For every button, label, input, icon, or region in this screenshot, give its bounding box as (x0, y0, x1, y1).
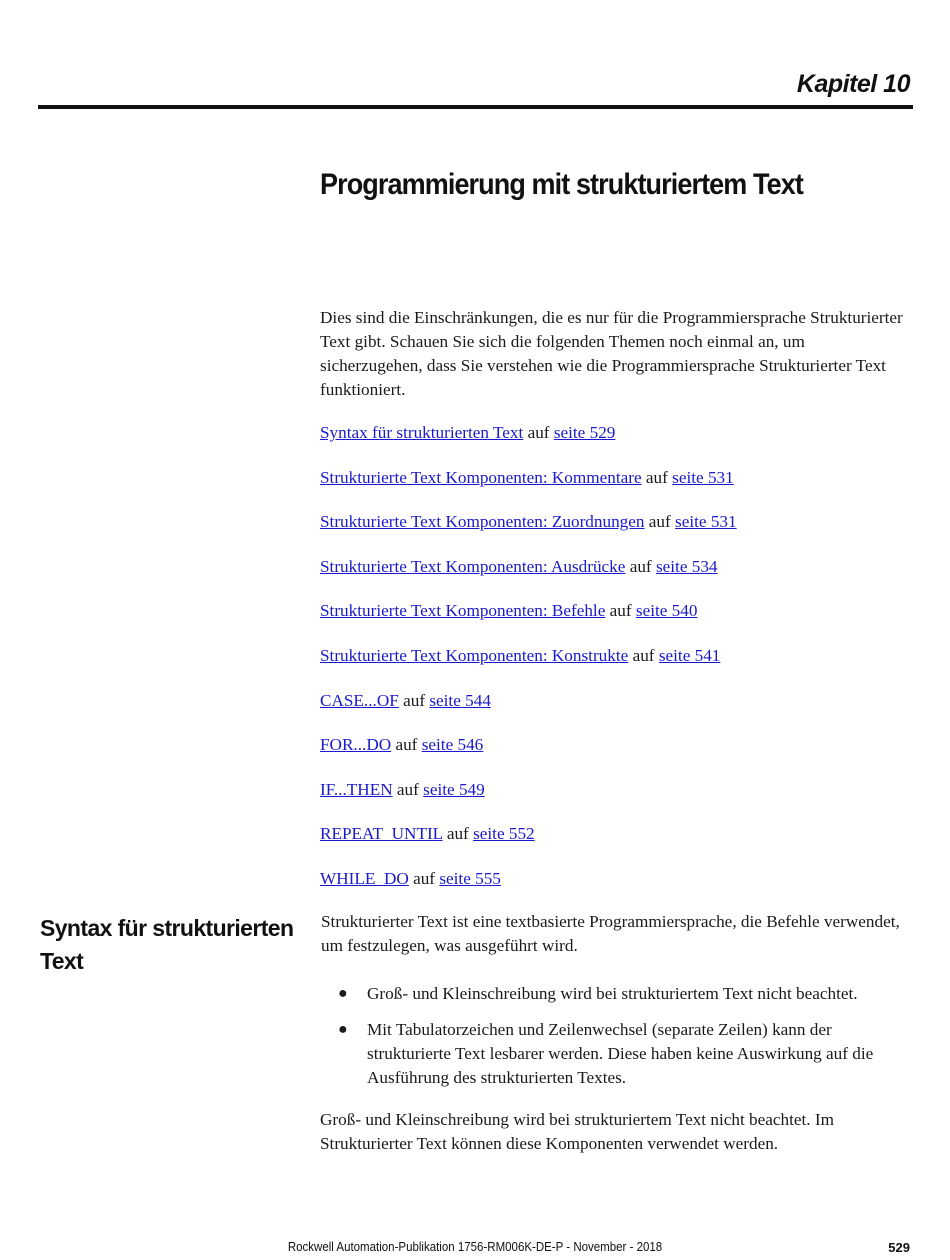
page-link[interactable]: seite 552 (473, 824, 535, 844)
connector-text: auf (527, 423, 550, 442)
page-number: 529 (888, 1240, 910, 1255)
bullet-icon: ● (338, 1021, 348, 1038)
topic-link-list (320, 421, 737, 912)
page-link[interactable]: seite 541 (658, 645, 721, 665)
connector-text: auf (403, 690, 426, 710)
closing-paragraph: Groß- und Kleinschreibung wird bei strukturiertem Text nicht beachtet. Im Strukturierter Text können diese Komponenten verwendet werden. (320, 1110, 834, 1153)
list-item (320, 822, 737, 867)
list-item (320, 555, 737, 600)
connector-text: auf (645, 467, 668, 487)
list-item (321, 982, 911, 1006)
connector-text: auf (446, 824, 469, 844)
topic-link[interactable]: Strukturierte Text Komponenten: Ausdrücke (320, 556, 626, 576)
list-item (320, 733, 737, 778)
list-item (320, 421, 737, 466)
chapter-label: Kapitel 10 (796, 70, 910, 98)
footer-publication: Rockwell Automation-Publikation 1756-RM006K-DE-P - November - 2018 (287, 1240, 663, 1254)
list-item (320, 599, 737, 644)
header-rule (38, 105, 913, 109)
topic-link[interactable]: REPEAT_UNTIL (320, 824, 443, 844)
connector-text: auf (413, 868, 436, 888)
page-link[interactable]: seite 531 (675, 512, 737, 532)
section-paragraph: Strukturierter Text ist eine textbasierte Programmiersprache, die Befehle verwendet, um festzulegen, was ausgeführt wird. (321, 912, 900, 955)
connector-text: auf (395, 735, 418, 755)
page-link[interactable]: seite 544 (429, 690, 491, 710)
page-link[interactable]: seite 540 (635, 601, 698, 621)
topic-link[interactable]: Strukturierte Text Komponenten: Konstrukte (320, 645, 629, 665)
topic-link[interactable]: Strukturierte Text Komponenten: Zuordnungen (320, 512, 645, 532)
connector-text: auf (648, 512, 671, 532)
section-heading: Syntax für strukturierten Text (40, 915, 294, 974)
bullet-list (321, 982, 911, 1102)
list-item (320, 644, 737, 689)
topic-link[interactable]: CASE...OF (320, 690, 399, 710)
connector-text: auf (396, 779, 419, 799)
page-title: Programmierung mit strukturiertem Text (320, 168, 803, 201)
topic-link[interactable]: Syntax für strukturierten Text (320, 423, 524, 442)
list-item (321, 1018, 911, 1090)
topic-link[interactable]: IF...THEN (320, 779, 393, 799)
list-item (320, 510, 737, 555)
connector-text: auf (632, 645, 655, 665)
page-link[interactable]: seite 546 (421, 735, 484, 755)
bullet-text: Groß- und Kleinschreibung wird bei strukturiertem Text nicht beachtet. (367, 984, 858, 1003)
list-item (320, 778, 737, 823)
bullet-text: Mit Tabulatorzeichen und Zeilenwechsel (separate Zeilen) kann der strukturierte Text lesbarer werden. Diese haben keine Auswirkung auf die Ausführung des strukturierten Textes. (367, 1020, 874, 1087)
page-link[interactable]: seite 529 (553, 423, 616, 442)
topic-link[interactable]: FOR...DO (320, 735, 392, 755)
page-link[interactable]: seite 531 (672, 467, 734, 487)
list-item (320, 689, 737, 734)
page-link[interactable]: seite 555 (439, 868, 501, 888)
connector-text: auf (609, 601, 632, 621)
topic-link[interactable]: WHILE_DO (320, 868, 409, 888)
list-item (320, 466, 737, 511)
connector-text: auf (629, 556, 652, 576)
intro-paragraph: Dies sind die Einschränkungen, die es nur für die Programmiersprache Strukturierter Text gibt. Schauen Sie sich die folgenden Themen noch einmal an, um sicherzugehen, dass Sie verstehen wie die Programmiersprache Strukturierter Text funktioniert. (320, 308, 903, 399)
list-item (320, 867, 737, 912)
bullet-icon: ● (338, 985, 348, 1002)
page-link[interactable]: seite 534 (655, 556, 718, 576)
topic-link[interactable]: Strukturierte Text Komponenten: Kommentare (320, 467, 642, 487)
topic-link[interactable]: Strukturierte Text Komponenten: Befehle (320, 601, 606, 621)
page-link[interactable]: seite 549 (423, 779, 485, 799)
